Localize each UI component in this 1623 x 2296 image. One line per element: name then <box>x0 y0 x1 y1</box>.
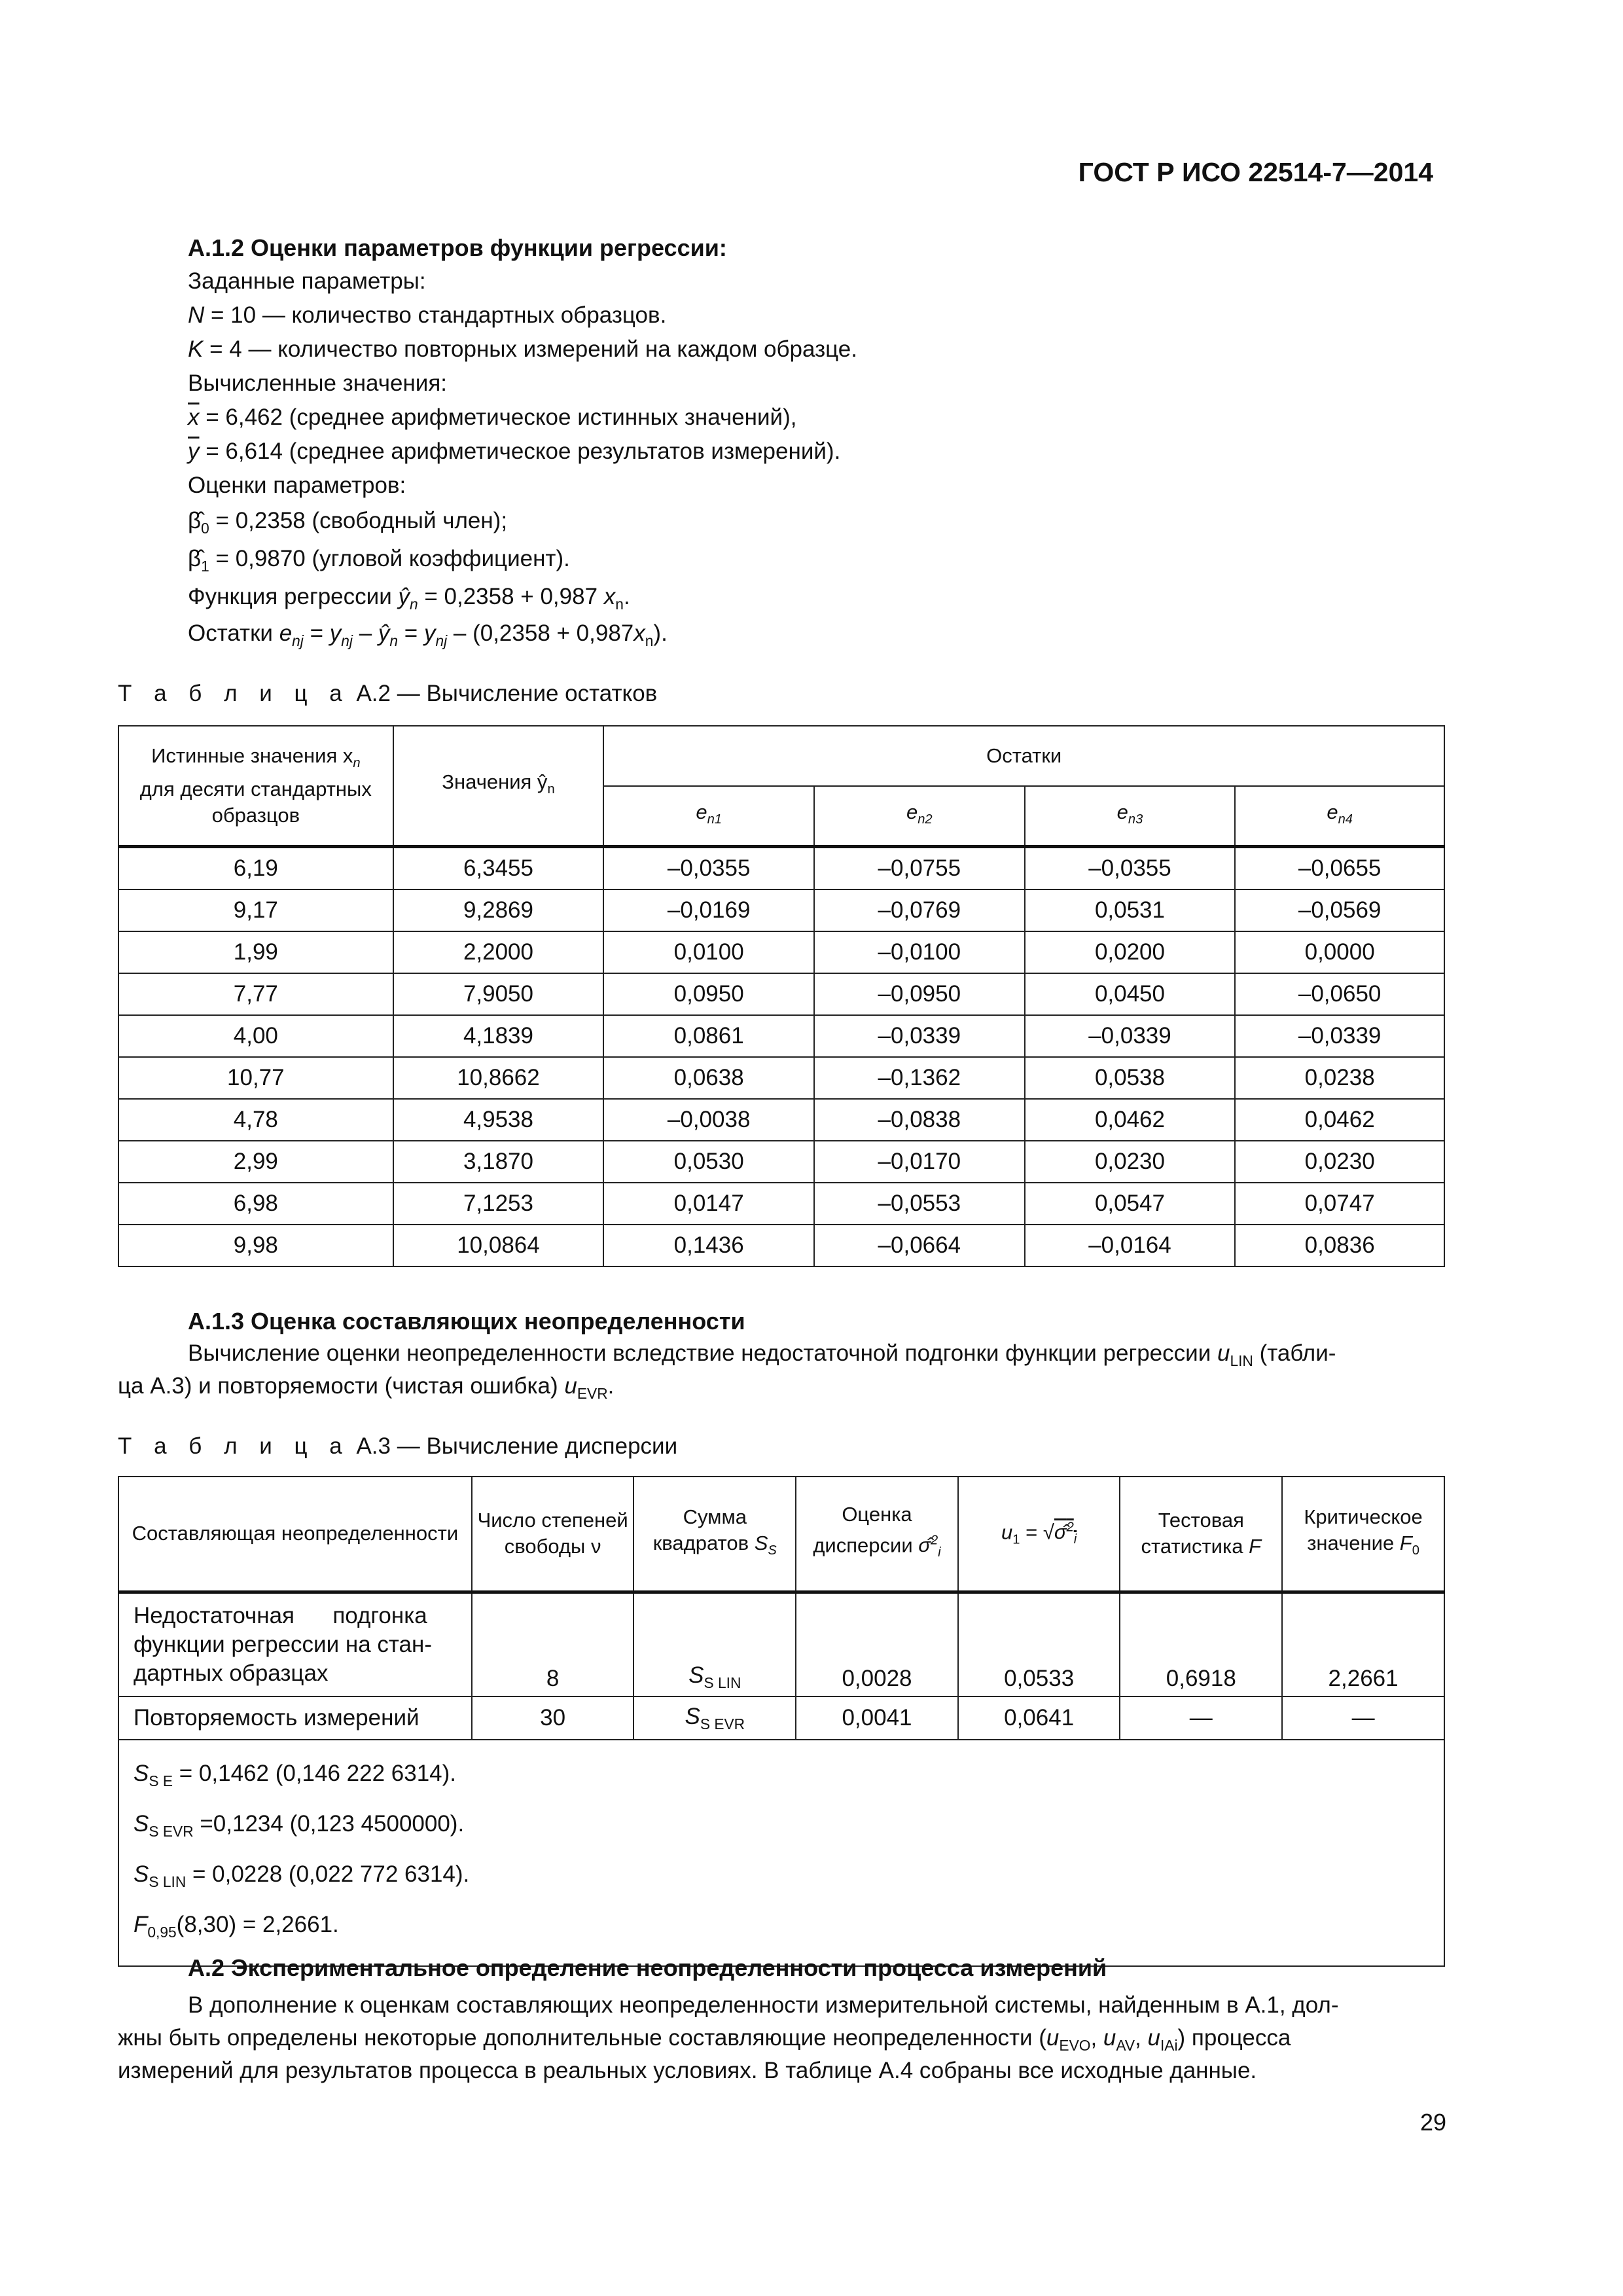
table-cell: 7,9050 <box>393 973 604 1015</box>
note-fcrit: $F_{0,95}(8,30) = 2,2661$. <box>134 1912 339 1941</box>
table-cell: –0,1362 <box>814 1057 1025 1099</box>
table-cell: –0,0355 <box>603 846 814 889</box>
t3-col-u1: $u_1$ = √σ̂$^2_i$ <box>958 1477 1120 1592</box>
k-line: K = 4 — количество повторных измерений на каждом образце. <box>188 336 857 362</box>
table-cell: 0,0538 <box>1025 1057 1236 1099</box>
beta1-line: $\betâ_1 = 0,9870$ (угловой коэффициент). <box>188 546 570 575</box>
a13-paragraph-line2: ца А.3) и повторяемости (чистая ошибка) $u_{EVR}$. <box>118 1373 615 1402</box>
table-cell: 0,0238 <box>1235 1057 1444 1099</box>
table-row <box>118 1099 1444 1141</box>
table-row <box>118 1225 1444 1266</box>
table-cell: 0,0200 <box>1025 931 1236 973</box>
table-cell: 10,8662 <box>393 1057 604 1099</box>
table-cell: –0,0169 <box>603 889 814 931</box>
table-row <box>118 1015 1444 1057</box>
t3-row-lack-of-fit: Недостаточная подгонка функции регрессии на стан- дартных образцах 8 $S_{S LIN}$ 0,0028 0,0533 0,6918 2,2661 <box>118 1592 1444 1696</box>
table-row <box>118 846 1444 889</box>
table-cell: 0,0836 <box>1235 1225 1444 1266</box>
table-cell: 7,1253 <box>393 1183 604 1225</box>
table-cell: 2,99 <box>118 1141 393 1183</box>
table-a3 <box>118 1476 1445 1967</box>
table-cell: 0,0147 <box>603 1183 814 1225</box>
table-cell: 10,0864 <box>393 1225 604 1266</box>
table-a2-caption: Т а б л и ц а А.2 — Вычисление остатков <box>118 681 658 706</box>
col-residuals-header: Остатки <box>603 726 1444 786</box>
col-en3-header: $e_{n3}$ <box>1025 786 1236 846</box>
section-a13-title: А.1.3 Оценка составляющих неопределенности <box>188 1308 745 1335</box>
table-cell: –0,0038 <box>603 1099 814 1141</box>
col-yhat-header: Значения $ŷ_n$ <box>393 726 604 846</box>
table-cell: 6,98 <box>118 1183 393 1225</box>
table-cell: 0,0100 <box>603 931 814 973</box>
table-row <box>118 889 1444 931</box>
table-cell: –0,0655 <box>1235 846 1444 889</box>
standard-header: ГОСТ Р ИСО 22514-7—2014 <box>1078 157 1433 187</box>
table-cell: –0,0650 <box>1235 973 1444 1015</box>
col-en4-header: $e_{n4}$ <box>1235 786 1444 846</box>
table-cell: 0,0230 <box>1235 1141 1444 1183</box>
table-cell: –0,0553 <box>814 1183 1025 1225</box>
table-cell: 9,17 <box>118 889 393 931</box>
table-cell: 6,3455 <box>393 846 604 889</box>
table-cell: 2,2000 <box>393 931 604 973</box>
section-a12-title: А.1.2 Оценки параметров функции регрессии: <box>188 234 727 261</box>
table-cell: –0,0950 <box>814 973 1025 1015</box>
table-cell: 0,0861 <box>603 1015 814 1057</box>
col-en2-header: $e_{n2}$ <box>814 786 1025 846</box>
page-number: 29 <box>1419 2109 1446 2136</box>
table-cell: 9,2869 <box>393 889 604 931</box>
table-cell: 0,0950 <box>603 973 814 1015</box>
table-cell: –0,0355 <box>1025 846 1236 889</box>
table-cell: 0,1436 <box>603 1225 814 1266</box>
a2-paragraph-line3: измерений для результатов процесса в реальных условиях. В таблице А.4 собраны все исходные данные. <box>118 2058 1257 2083</box>
table-cell: 0,0450 <box>1025 973 1236 1015</box>
table-cell: –0,0164 <box>1025 1225 1236 1266</box>
table-cell: –0,0100 <box>814 931 1025 973</box>
a2-paragraph-line1: В дополнение к оценкам составляющих неопределенности измерительной системы, найденным в А.1, дол- <box>188 1992 1339 2018</box>
col-en1-header: $e_{n1}$ <box>603 786 814 846</box>
t3-notes-row <box>118 1740 1444 1966</box>
xbar-line: $\overline{x} = 6,462$ (среднее арифметическое истинных значений), <box>188 404 797 430</box>
t3-col-component: Составляющая неопределенности <box>118 1477 472 1592</box>
table-cell: 1,99 <box>118 931 393 973</box>
table-a3-caption: Т а б л и ц а А.3 — Вычисление дисперсии <box>118 1433 678 1459</box>
t3-col-critical: Критическое значение $F_0$ <box>1282 1477 1444 1592</box>
table-cell: –0,0838 <box>814 1099 1025 1141</box>
table-cell: 0,0462 <box>1025 1099 1236 1141</box>
beta0-line: $\betâ_0 = 0,2358$ (свободный член); <box>188 508 508 537</box>
table-cell: 3,1870 <box>393 1141 604 1183</box>
table-cell: 6,19 <box>118 846 393 889</box>
note-sslin: $S_{S LIN} = 0,0228$ (0,022 772 6314). <box>134 1861 470 1890</box>
col-true-values-header: Истинные значения $x_n$ для десяти стандартных образцов <box>118 726 393 846</box>
table-row <box>118 973 1444 1015</box>
table-cell: 0,0547 <box>1025 1183 1236 1225</box>
note-ssevr: $S_{S EVR} =0,1234$ (0,123 4500000). <box>134 1811 465 1840</box>
ybar-line: $\overline{y} = 6,614$ (среднее арифметическое результатов измерений). <box>188 439 841 464</box>
table-cell: 0,0230 <box>1025 1141 1236 1183</box>
section-a2-title: А.2 Экспериментальное определение неопределенности процесса измерений <box>188 1954 1107 1981</box>
table-cell: 4,00 <box>118 1015 393 1057</box>
table-cell: –0,0339 <box>1025 1015 1236 1057</box>
table-cell: 0,0462 <box>1235 1099 1444 1141</box>
table-cell: 4,78 <box>118 1099 393 1141</box>
table-row <box>118 1057 1444 1099</box>
note-sse: $S_{S E} = 0,1462$ (0,146 222 6314). <box>134 1761 457 1789</box>
table-cell: 10,77 <box>118 1057 393 1099</box>
table-cell: –0,0769 <box>814 889 1025 931</box>
estimates-line: Оценки параметров: <box>188 473 406 498</box>
a2-paragraph-line2: жны быть определены некоторые дополнительные составляющие неопределенности ($u_{EVO}$, $u_{AV}$, $u_{IAi}$) процесса <box>118 2025 1291 2054</box>
table-cell: 9,98 <box>118 1225 393 1266</box>
table-cell: –0,0339 <box>814 1015 1025 1057</box>
table-row <box>118 1183 1444 1225</box>
table-a2 <box>118 725 1445 1267</box>
table-cell: –0,0569 <box>1235 889 1444 931</box>
table-row <box>118 931 1444 973</box>
t3-row-repeatability: Повторяемость измерений 30 $S_{S EVR}$ 0,0041 0,0641 — — <box>118 1696 1444 1740</box>
table-cell: 4,9538 <box>393 1099 604 1141</box>
t3-col-sum-squares: Сумма квадратов $S_S$ <box>633 1477 796 1592</box>
table-cell: –0,0170 <box>814 1141 1025 1183</box>
residuals-line: Остатки $e_{nj} = y_{nj}$ – $ŷ_n = y_{nj} - (0,2358 + 0,987x_n)$. <box>188 620 668 649</box>
given-params-line: Заданные параметры: <box>188 268 426 294</box>
table-cell: 0,0747 <box>1235 1183 1444 1225</box>
computed-values-line: Вычисленные значения: <box>188 370 448 396</box>
table-cell: –0,0755 <box>814 846 1025 889</box>
table-cell: –0,0339 <box>1235 1015 1444 1057</box>
table-cell: 0,0531 <box>1025 889 1236 931</box>
table-cell: 0,0530 <box>603 1141 814 1183</box>
table-row <box>118 1141 1444 1183</box>
t3-col-test-stat: Тестовая статистика F <box>1120 1477 1282 1592</box>
t3-col-variance: Оценка дисперсии σ̂$^2_i$ <box>796 1477 958 1592</box>
table-cell: 7,77 <box>118 973 393 1015</box>
n-line: N = 10 — количество стандартных образцов. <box>188 302 667 328</box>
table-cell: 4,1839 <box>393 1015 604 1057</box>
regression-function-line: Функция регрессии $ŷ_n = 0,2358 + 0,987$ $x_n$. <box>188 584 630 613</box>
a13-paragraph-line1: Вычисление оценки неопределенности вследствие недостаточной подгонки функции регрессии $u_{LIN}$ (табли- <box>188 1340 1336 1369</box>
table-cell: –0,0664 <box>814 1225 1025 1266</box>
t3-col-dof: Число степеней свободы ν <box>472 1477 634 1592</box>
table-cell: 0,0000 <box>1235 931 1444 973</box>
table-cell: 0,0638 <box>603 1057 814 1099</box>
